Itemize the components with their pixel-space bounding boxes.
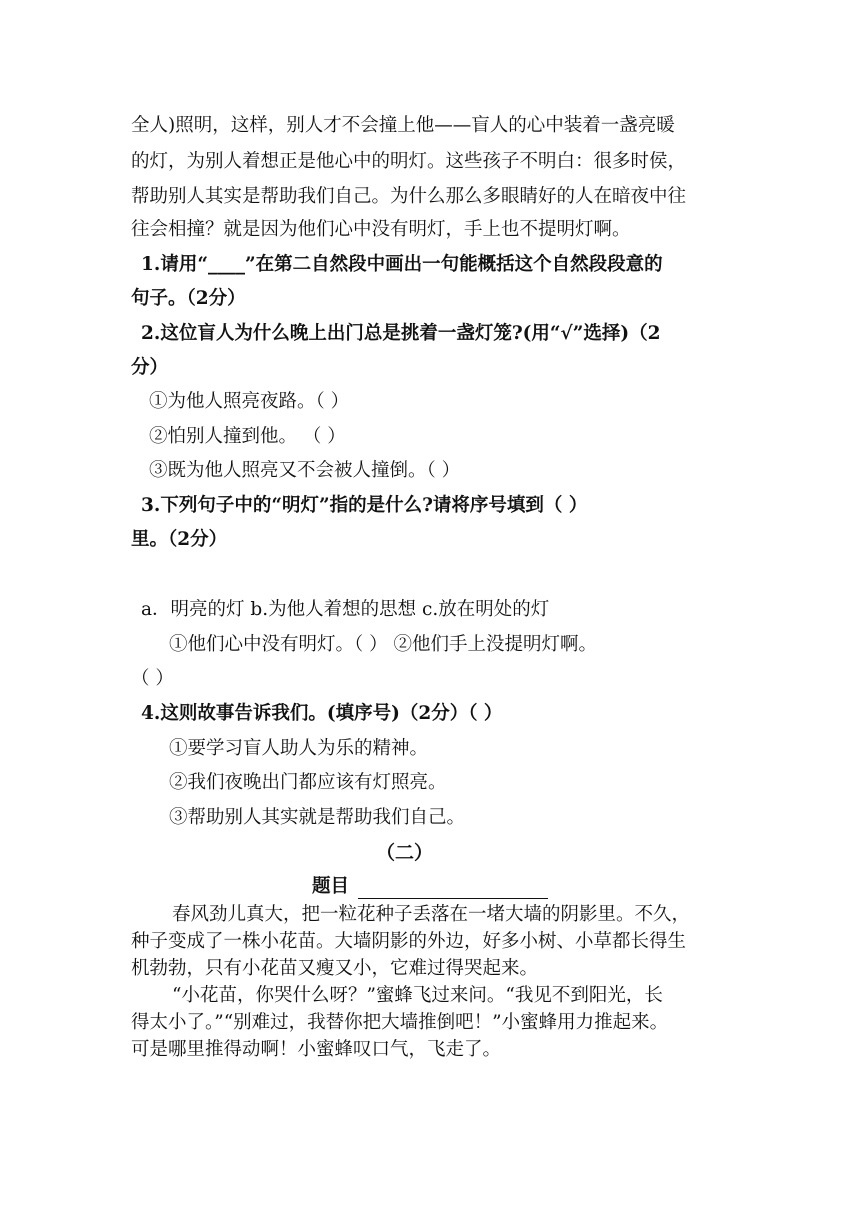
section-2-heading: （二） [376, 842, 434, 864]
story-paragraph-1-line-2: 种子变成了一株小花苗。大墙阴影的外边，好多小树、小草都长得生 [131, 931, 687, 952]
question-2-line-1: 2.这位盲人为什么晚上出门总是挑着一盏灯笼?(用“√”选择)（2 [141, 323, 661, 344]
question-3-line-1: 3.下列句子中的“明灯”指的是什么?请将序号填到（ ） [141, 495, 588, 516]
question-4-option-1: ①要学习盲人助人为乐的精神。 [169, 738, 429, 759]
question-2-option-3: ③既为他人照亮又不会被人撞倒。（ ） [149, 460, 461, 481]
question-2-option-2: ②怕别人撞到他。 （ ） [149, 426, 346, 447]
question-1-line-2: 句子。（2分） [131, 288, 246, 309]
question-3-items: ①他们心中没有明灯。（ ） ②他们手上没提明灯啊。 [169, 634, 598, 655]
story-paragraph-2-line-1: “小花苗，你哭什么呀？”蜜蜂飞过来问。“我见不到阳光，长 [172, 985, 663, 1006]
story-paragraph-2-line-2: 得太小了。”“别难过，我替你把大墙推倒吧！”小蜜蜂用力推起来。 [131, 1012, 669, 1033]
question-1-line-1: 1.请用“____”在第二自然段中画出一句能概括这个自然段段意的 [141, 254, 663, 275]
question-4-line-1: 4.这则故事告诉我们。(填序号)（2分）（ ） [141, 703, 503, 724]
question-4-option-3: ③帮助别人其实就是帮助我们自己。 [169, 807, 466, 828]
question-4-option-2: ②我们夜晚出门都应该有灯照亮。 [169, 772, 447, 793]
passage-line-4: 往会相撞？就是因为他们心中没有明灯，手上也不提明灯啊。 [131, 219, 631, 240]
question-3-choices: a．明亮的灯 b.为他人着想的思想 c.放在明处的灯 [141, 599, 550, 620]
passage-line-1: 全人)照明，这样，别人才不会撞上他——盲人的心中装着一盏亮暖 [131, 115, 675, 136]
story-paragraph-1-line-3: 机勃勃，只有小花苗又瘦又小，它难过得哭起来。 [131, 958, 539, 979]
question-3-item-continuation: （ ） [131, 668, 174, 689]
question-2-option-1: ①为他人照亮夜路。（ ） [149, 391, 350, 412]
question-3-line-2: 里。（2分） [131, 529, 228, 550]
question-2-line-2: 分） [131, 357, 169, 378]
passage-line-3: 帮助别人其实是帮助我们自己。为什么那么多眼睛好的人在暗夜中往 [131, 186, 687, 207]
title-blank-line [358, 898, 548, 899]
story-paragraph-1-line-1: 春风劲儿真大，把一粒花种子丢落在一堵大墙的阴影里。不久， [172, 904, 691, 925]
passage-line-2: 的灯，为别人着想正是他心中的明灯。这些孩子不明白：很多时侯， [131, 151, 687, 172]
story-paragraph-2-line-3: 可是哪里推得动啊！小蜜蜂叹口气，飞走了。 [131, 1039, 502, 1060]
title-label: 题目 [312, 876, 350, 897]
